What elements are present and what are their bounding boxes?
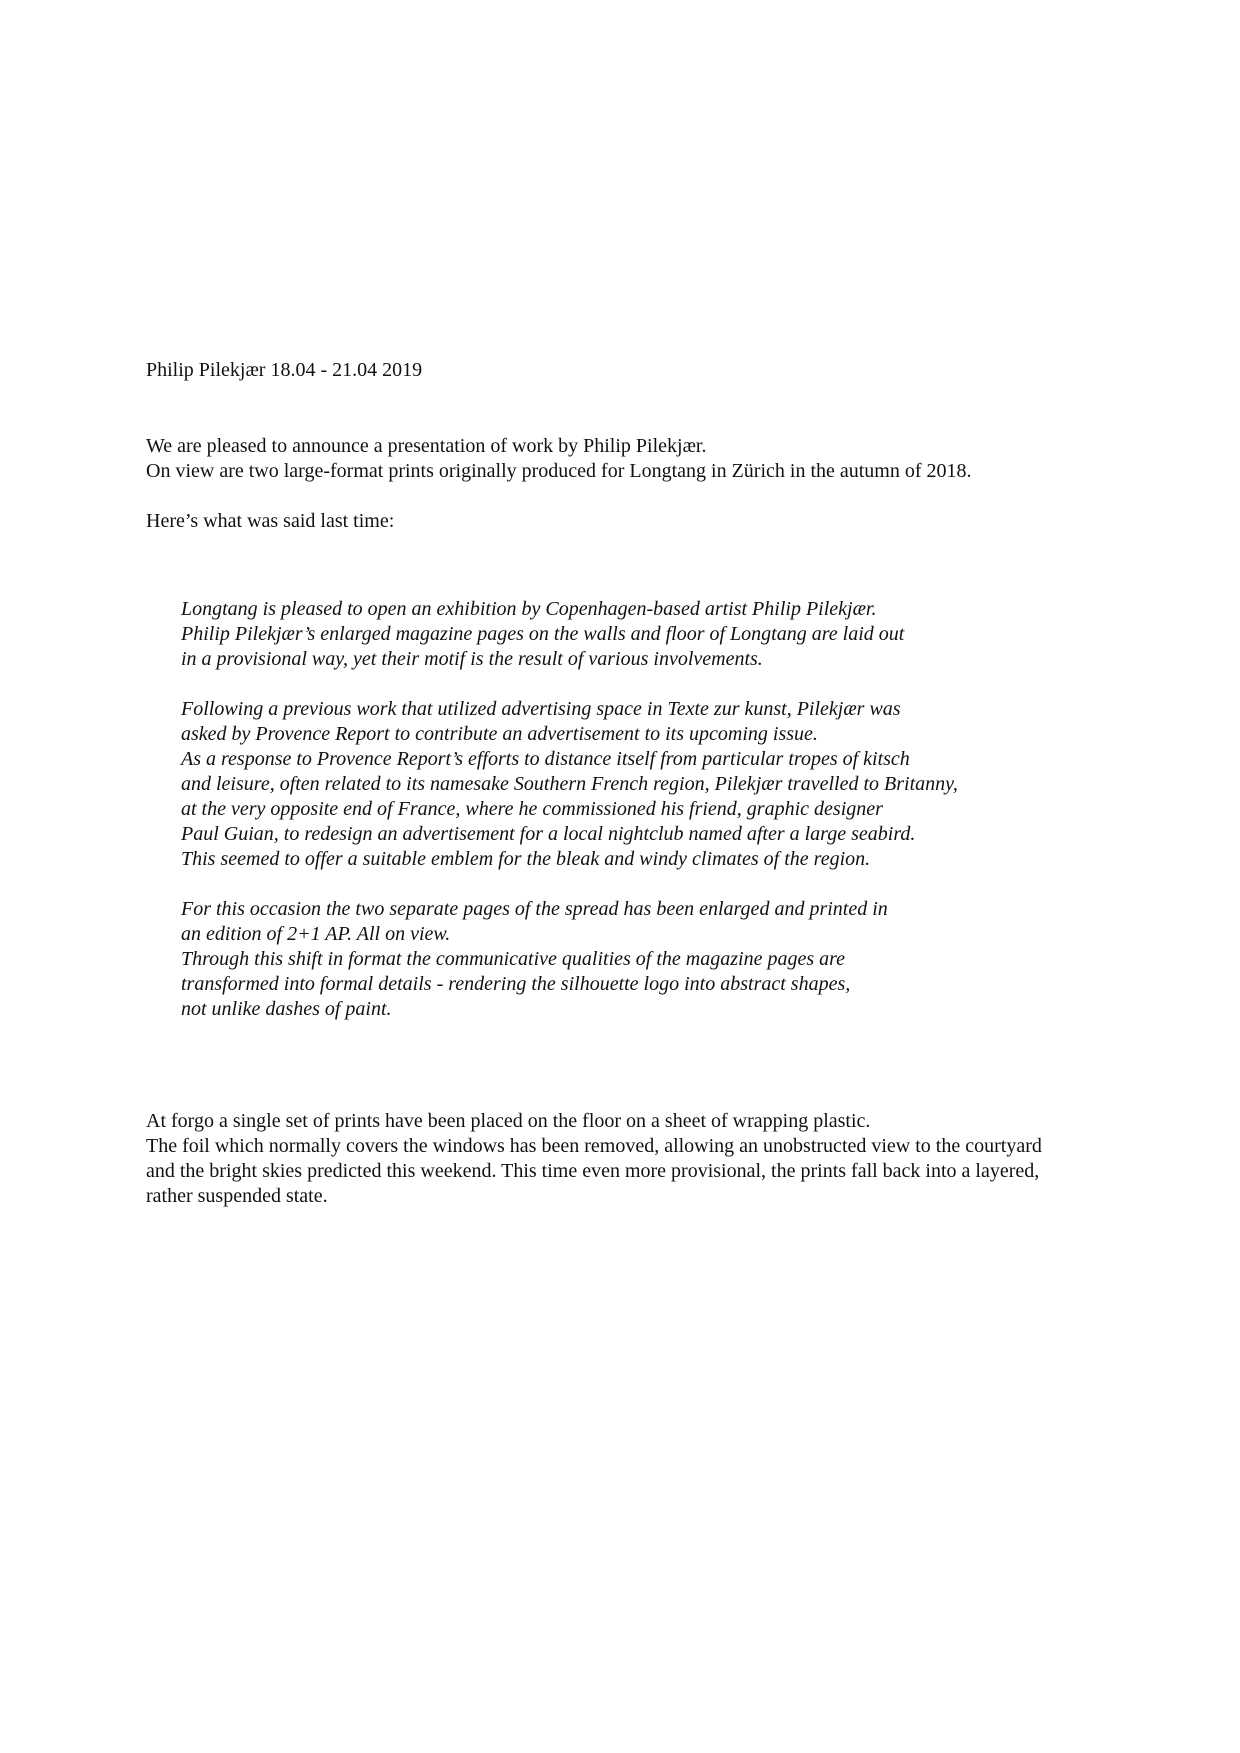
closing-line: and the bright skies predicted this weekend. This time even more provisional, the prints fall back into a layered, (146, 1160, 1040, 1182)
quote-line: Philip Pilekjær’s enlarged magazine pages on the walls and floor of Longtang are laid out (181, 623, 905, 645)
quote-line: transformed into formal details - rendering the silhouette logo into abstract shapes, (181, 973, 851, 995)
quote-line: As a response to Provence Report’s efforts to distance itself from particular tropes of kitsch (181, 748, 910, 770)
document-title: Philip Pilekjær 18.04 - 21.04 2019 (146, 359, 423, 381)
quote-line: Through this shift in format the communicative qualities of the magazine pages are (181, 948, 846, 970)
quote-line: asked by Provence Report to contribute an advertisement to its upcoming issue. (181, 723, 818, 745)
quote-line: For this occasion the two separate pages of the spread has been enlarged and printed in (181, 898, 888, 920)
intro-line: We are pleased to announce a presentation of work by Philip Pilekjær. (146, 435, 707, 457)
quote-line: and leisure, often related to its namesake Southern French region, Pilekjær travelled to Britanny, (181, 773, 958, 795)
quote-line: not unlike dashes of paint. (181, 998, 392, 1020)
quote-line: This seemed to offer a suitable emblem for the bleak and windy climates of the region. (181, 848, 871, 870)
quote-line: at the very opposite end of France, where he commissioned his friend, graphic designer (181, 798, 883, 820)
quote-line: an edition of 2+1 AP. All on view. (181, 923, 451, 945)
quote-line: in a provisional way, yet their motif is the result of various involvements. (181, 648, 763, 670)
intro-line: On view are two large-format prints originally produced for Longtang in Zürich in the autumn of 2018. (146, 460, 972, 482)
quote-line: Longtang is pleased to open an exhibition by Copenhagen-based artist Philip Pilekjær. (181, 598, 877, 620)
quote-line: Following a previous work that utilized advertising space in Texte zur kunst, Pilekjær was (181, 698, 901, 720)
quote-line: Paul Guian, to redesign an advertisement for a local nightclub named after a large seabird. (181, 823, 916, 845)
lead-in-text: Here’s what was said last time: (146, 510, 395, 532)
closing-line: The foil which normally covers the windows has been removed, allowing an unobstructed view to the courtyard (146, 1135, 1042, 1157)
closing-line: rather suspended state. (146, 1185, 328, 1207)
closing-line: At forgo a single set of prints have been placed on the floor on a sheet of wrapping plastic. (146, 1110, 871, 1132)
